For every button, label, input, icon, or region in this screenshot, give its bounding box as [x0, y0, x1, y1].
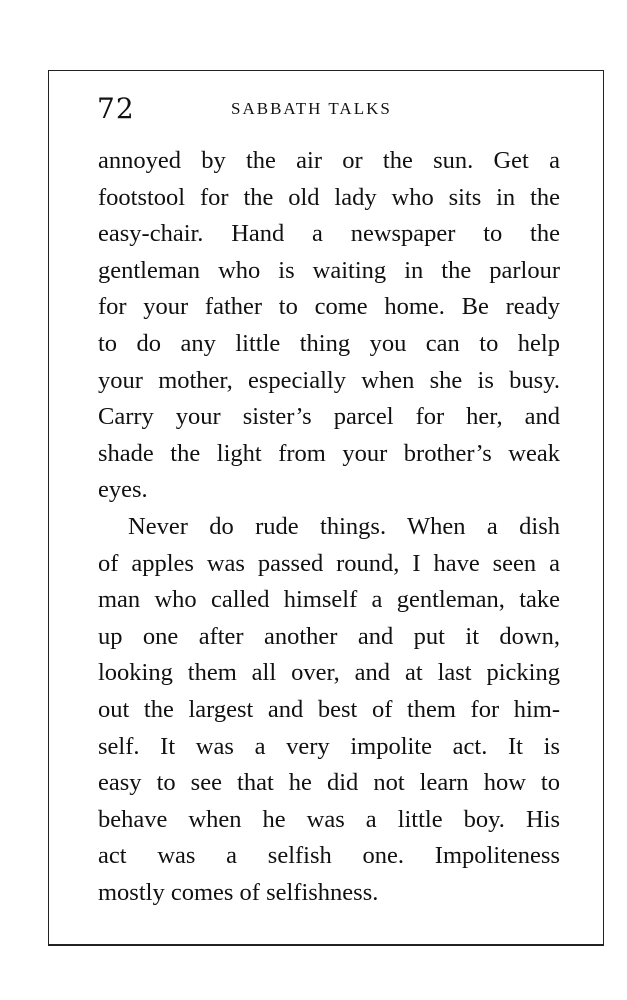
- text-line: looking them all over, and at last picking: [98, 659, 560, 687]
- text-line: behave when he was a little boy. His: [98, 805, 560, 833]
- text-line: eyes.: [98, 476, 148, 504]
- text-line: of apples was passed round, I have seen a: [98, 549, 560, 577]
- text-line: Never do rude things. When a dish: [128, 512, 560, 540]
- page-header: [97, 92, 561, 124]
- text-line: footstool for the old lady who sits in the: [98, 183, 560, 211]
- paragraph-1: [98, 143, 560, 509]
- text-line: up one after another and put it down,: [98, 622, 560, 650]
- text-line: out the largest and best of them for him-: [98, 695, 560, 723]
- text-line: annoyed by the air or the sun. Get a: [98, 147, 560, 174]
- paragraph-2: [98, 509, 560, 912]
- text-line: easy to see that he did not learn how to: [98, 769, 560, 797]
- page-number: 72: [97, 92, 135, 125]
- text-line: for your father to come home. Be ready: [98, 293, 560, 321]
- text-line: gentleman who is waiting in the parlour: [98, 256, 560, 284]
- text-line: man who called himself a gentleman, take: [98, 586, 560, 614]
- text-line: easy-chair. Hand a newspaper to the: [98, 220, 560, 248]
- text-line: Carry your sister’s parcel for her, and: [98, 403, 560, 431]
- text-line: mostly comes of selfishness.: [98, 878, 379, 906]
- body-text: [98, 143, 560, 911]
- text-line: self. It was a very impolite act. It is: [98, 732, 560, 760]
- text-line: shade the light from your brother’s weak: [98, 439, 560, 467]
- text-line: act was a selfish one. Impoliteness: [98, 842, 560, 870]
- text-line: your mother, especially when she is busy.: [98, 366, 560, 394]
- running-head: SABBATH TALKS: [231, 99, 392, 118]
- text-line: to do any little thing you can to help: [98, 329, 560, 357]
